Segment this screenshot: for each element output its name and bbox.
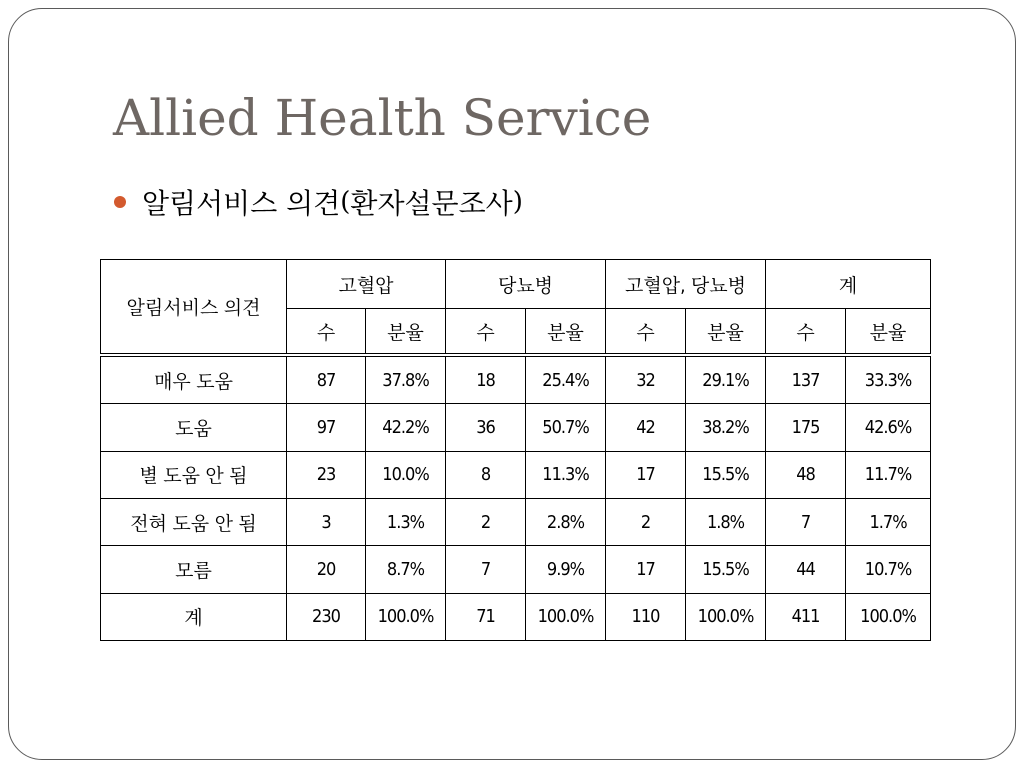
table-cell: 230 (287, 593, 366, 640)
row-label: 계 (101, 593, 287, 640)
table-cell: 23 (287, 451, 366, 498)
table-cell: 9.9% (526, 546, 606, 593)
row-label: 전혀 도움 안 됨 (101, 498, 287, 545)
bullet-paren-text: 환자설문조사 (350, 187, 513, 220)
table-cell: 2.8% (526, 498, 606, 545)
table-cell: 411 (766, 593, 846, 640)
table-cell: 100.0% (846, 593, 931, 640)
slide-title: Allied Health Service (113, 89, 652, 147)
table-cell: 1.7% (846, 498, 931, 545)
table-row (101, 546, 931, 593)
bullet-text: 알림서비스 의견 (142, 187, 341, 220)
corner-header: 알림서비스 의견 (101, 260, 287, 356)
table-cell: 50.7% (526, 404, 606, 451)
table-cell: 2 (446, 498, 526, 545)
group-header: 고혈압 (287, 260, 446, 309)
table-cell: 48 (766, 451, 846, 498)
table-cell: 15.5% (686, 546, 766, 593)
table-cell: 42.2% (366, 404, 446, 451)
table-cell: 175 (766, 404, 846, 451)
table-cell: 8 (446, 451, 526, 498)
table-cell: 1.3% (366, 498, 446, 545)
table-cell: 42 (606, 404, 686, 451)
bullet-paren-close: ) (512, 187, 523, 217)
table-header-row (101, 260, 931, 309)
table-cell: 37.8% (366, 355, 446, 404)
group-header: 당뇨병 (446, 260, 606, 309)
table-cell: 11.3% (526, 451, 606, 498)
table-cell: 137 (766, 355, 846, 404)
sub-header: 분율 (686, 309, 766, 356)
table-cell: 7 (766, 498, 846, 545)
table-cell: 17 (606, 451, 686, 498)
table-cell: 17 (606, 546, 686, 593)
table-cell: 25.4% (526, 355, 606, 404)
row-label: 모름 (101, 546, 287, 593)
sub-header: 분율 (526, 309, 606, 356)
row-label: 도움 (101, 404, 287, 451)
table-cell: 20 (287, 546, 366, 593)
group-header: 고혈압, 당뇨병 (606, 260, 766, 309)
table-cell: 38.2% (686, 404, 766, 451)
table-cell: 100.0% (526, 593, 606, 640)
table-cell: 36 (446, 404, 526, 451)
sub-header: 수 (446, 309, 526, 356)
table-cell: 32 (606, 355, 686, 404)
table-row-total (101, 593, 931, 640)
row-label: 별 도움 안 됨 (101, 451, 287, 498)
table-cell: 2 (606, 498, 686, 545)
sub-header: 수 (766, 309, 846, 356)
table-cell: 15.5% (686, 451, 766, 498)
table-row (101, 355, 931, 404)
table-cell: 97 (287, 404, 366, 451)
sub-header: 분율 (846, 309, 931, 356)
group-header: 계 (766, 260, 931, 309)
table-cell: 8.7% (366, 546, 446, 593)
table-cell: 42.6% (846, 404, 931, 451)
table-cell: 100.0% (366, 593, 446, 640)
table-cell: 100.0% (686, 593, 766, 640)
table-cell: 44 (766, 546, 846, 593)
table-row (101, 498, 931, 545)
table-cell: 7 (446, 546, 526, 593)
bullet-item (114, 182, 523, 222)
table-row (101, 404, 931, 451)
table-cell: 11.7% (846, 451, 931, 498)
table-cell: 33.3% (846, 355, 931, 404)
table-cell: 10.0% (366, 451, 446, 498)
table-cell: 1.8% (686, 498, 766, 545)
sub-header: 분율 (366, 309, 446, 356)
table-cell: 87 (287, 355, 366, 404)
bullet-dot-icon (114, 196, 126, 208)
sub-header: 수 (287, 309, 366, 356)
table-cell: 18 (446, 355, 526, 404)
row-label: 매우 도움 (101, 355, 287, 404)
table-row (101, 451, 931, 498)
table-cell: 71 (446, 593, 526, 640)
table-cell: 3 (287, 498, 366, 545)
table-cell: 110 (606, 593, 686, 640)
table-cell: 10.7% (846, 546, 931, 593)
survey-table (100, 259, 931, 641)
bullet-paren-open: ( (340, 187, 351, 217)
table-cell: 29.1% (686, 355, 766, 404)
sub-header: 수 (606, 309, 686, 356)
